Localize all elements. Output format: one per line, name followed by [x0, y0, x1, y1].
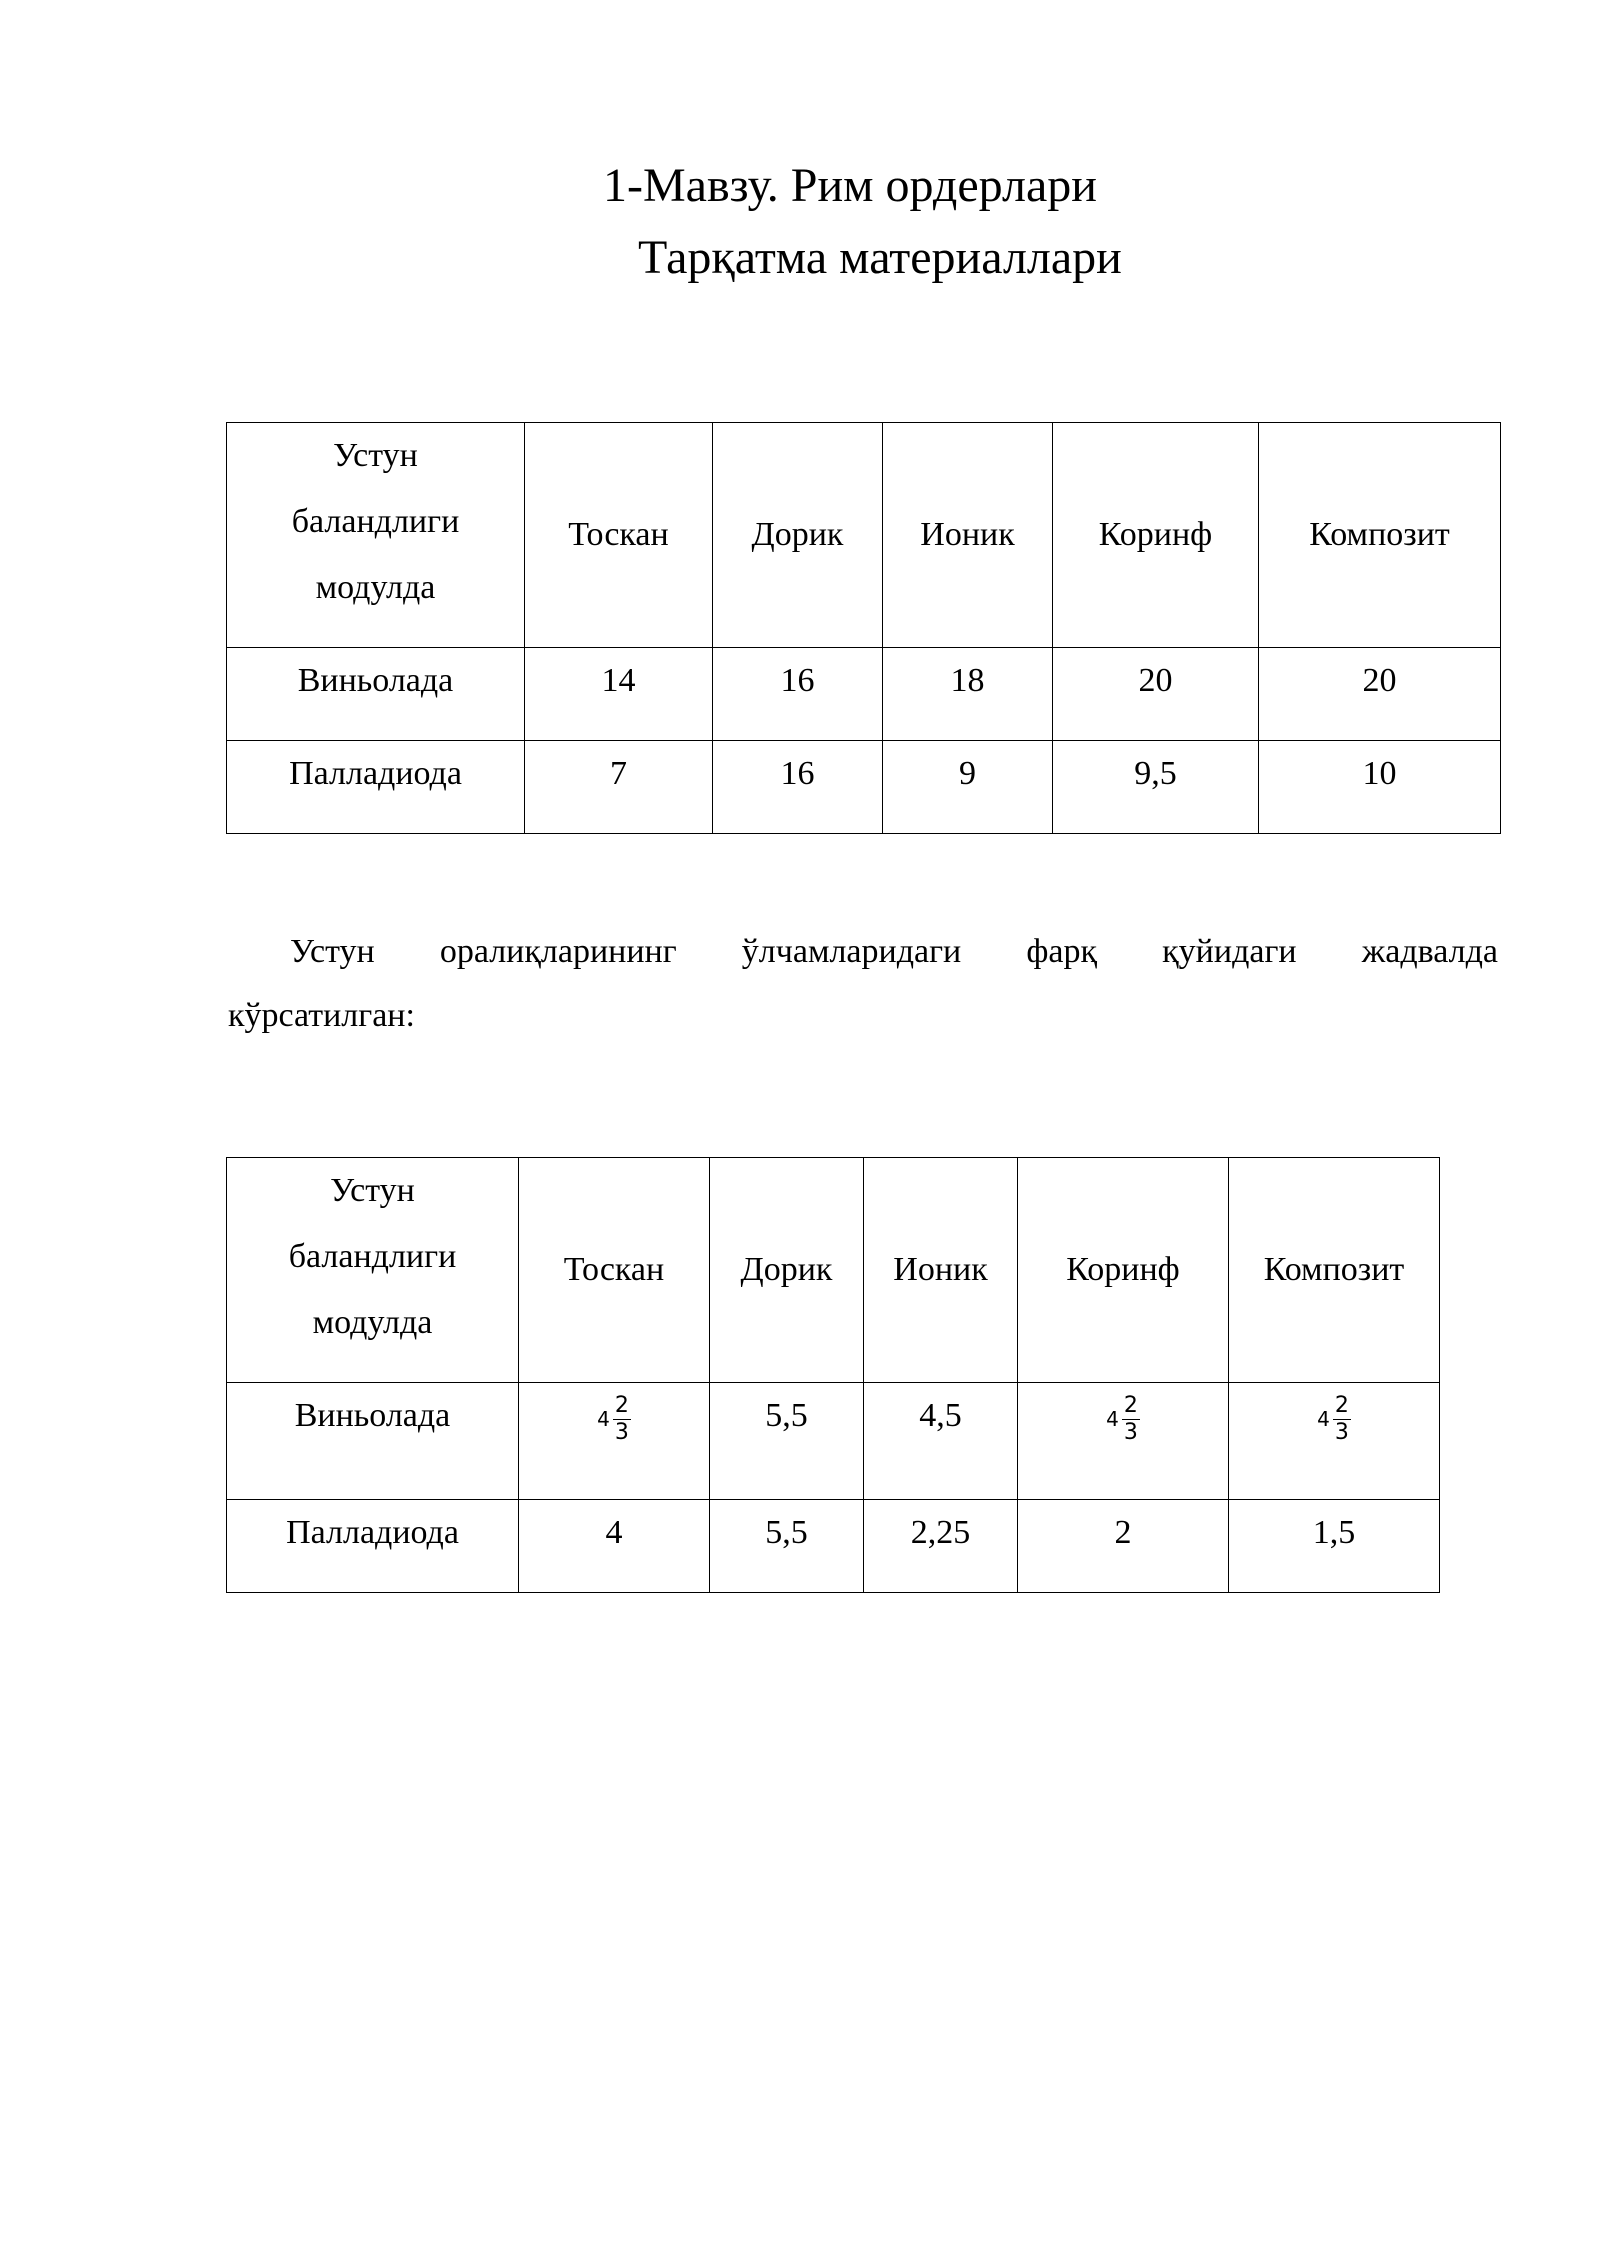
row-header-cell [227, 1158, 519, 1383]
paragraph-word: жадвалда [1361, 933, 1498, 970]
column-header-ionic: Ионик [864, 1158, 1018, 1383]
paragraph-word: оралиқларининг [439, 933, 677, 970]
table-cell: 20 [1259, 648, 1501, 741]
table-row [227, 1383, 1440, 1500]
mixed-fraction [1106, 1392, 1140, 1445]
column-header-corinthian: Коринф [1018, 1158, 1229, 1383]
row-label: Палладиода [227, 741, 525, 834]
table-row [227, 648, 1501, 741]
row-label: Виньолада [227, 1383, 519, 1500]
column-header-ionic: Ионик [883, 423, 1053, 648]
table-cell: 16 [713, 741, 883, 834]
header-line: Устун [333, 437, 418, 474]
table-cell [519, 1383, 710, 1500]
fraction-denominator: 3 [1123, 1419, 1138, 1445]
document-subtitle: Тарқатма материаллари [638, 231, 1122, 284]
table-cell: 14 [525, 648, 713, 741]
column-header-composite: Композит [1229, 1158, 1440, 1383]
header-line: баландлиги [288, 1238, 457, 1275]
table-cell: 2 [1018, 1500, 1229, 1593]
header-line: модулда [312, 1304, 433, 1341]
fraction-whole: 4 [1106, 1407, 1119, 1431]
table-cell: 9 [883, 741, 1053, 834]
table-cell [1018, 1383, 1229, 1500]
fraction-numerator: 2 [1123, 1392, 1138, 1418]
document-title: 1-Мавзу. Рим ордерлари [603, 159, 1097, 212]
table-header-row [227, 1158, 1440, 1383]
paragraph-word: фарқ [1026, 933, 1098, 970]
paragraph-word: ўлчамларидаги [741, 933, 962, 970]
table-cell: 2,25 [864, 1500, 1018, 1593]
table-cell: 1,5 [1229, 1500, 1440, 1593]
column-spacing-table [226, 1157, 1440, 1593]
table-cell: 4 [519, 1500, 710, 1593]
mixed-fraction [1317, 1392, 1351, 1445]
fraction-numerator: 2 [614, 1392, 629, 1418]
table-cell: 7 [525, 741, 713, 834]
paragraph-line [228, 920, 1498, 984]
table-cell: 9,5 [1053, 741, 1259, 834]
table-row [227, 741, 1501, 834]
table-cell: 4,5 [864, 1383, 1018, 1500]
row-label: Палладиода [227, 1500, 519, 1593]
header-line: Устун [330, 1172, 415, 1209]
column-header-composite: Композит [1259, 423, 1501, 648]
table-row [227, 1500, 1440, 1593]
table-cell: 16 [713, 648, 883, 741]
paragraph-word: қуйидаги [1162, 933, 1297, 970]
fraction-denominator: 3 [614, 1419, 629, 1445]
fraction-numerator: 2 [1334, 1392, 1349, 1418]
column-header-corinthian: Коринф [1053, 423, 1259, 648]
column-header-doric: Дорик [713, 423, 883, 648]
fraction-denominator: 3 [1334, 1419, 1349, 1445]
fraction-whole: 4 [597, 1407, 610, 1431]
orders-height-table [226, 422, 1501, 834]
row-header-cell [227, 423, 525, 648]
paragraph-line: кўрсатилган: [228, 997, 415, 1034]
column-header-doric: Дорик [710, 1158, 864, 1383]
table-cell [1229, 1383, 1440, 1500]
fraction-whole: 4 [1317, 1407, 1330, 1431]
table-cell: 20 [1053, 648, 1259, 741]
header-line: модулда [315, 569, 436, 606]
header-line: баландлиги [291, 503, 460, 540]
table-cell: 5,5 [710, 1383, 864, 1500]
mixed-fraction [597, 1392, 631, 1445]
table-cell: 18 [883, 648, 1053, 741]
table-cell: 10 [1259, 741, 1501, 834]
table-cell: 5,5 [710, 1500, 864, 1593]
paragraph-word: Устун [290, 933, 375, 970]
column-header-toscan: Тоскан [525, 423, 713, 648]
column-header-toscan: Тоскан [519, 1158, 710, 1383]
table-header-row [227, 423, 1501, 648]
row-label: Виньолада [227, 648, 525, 741]
